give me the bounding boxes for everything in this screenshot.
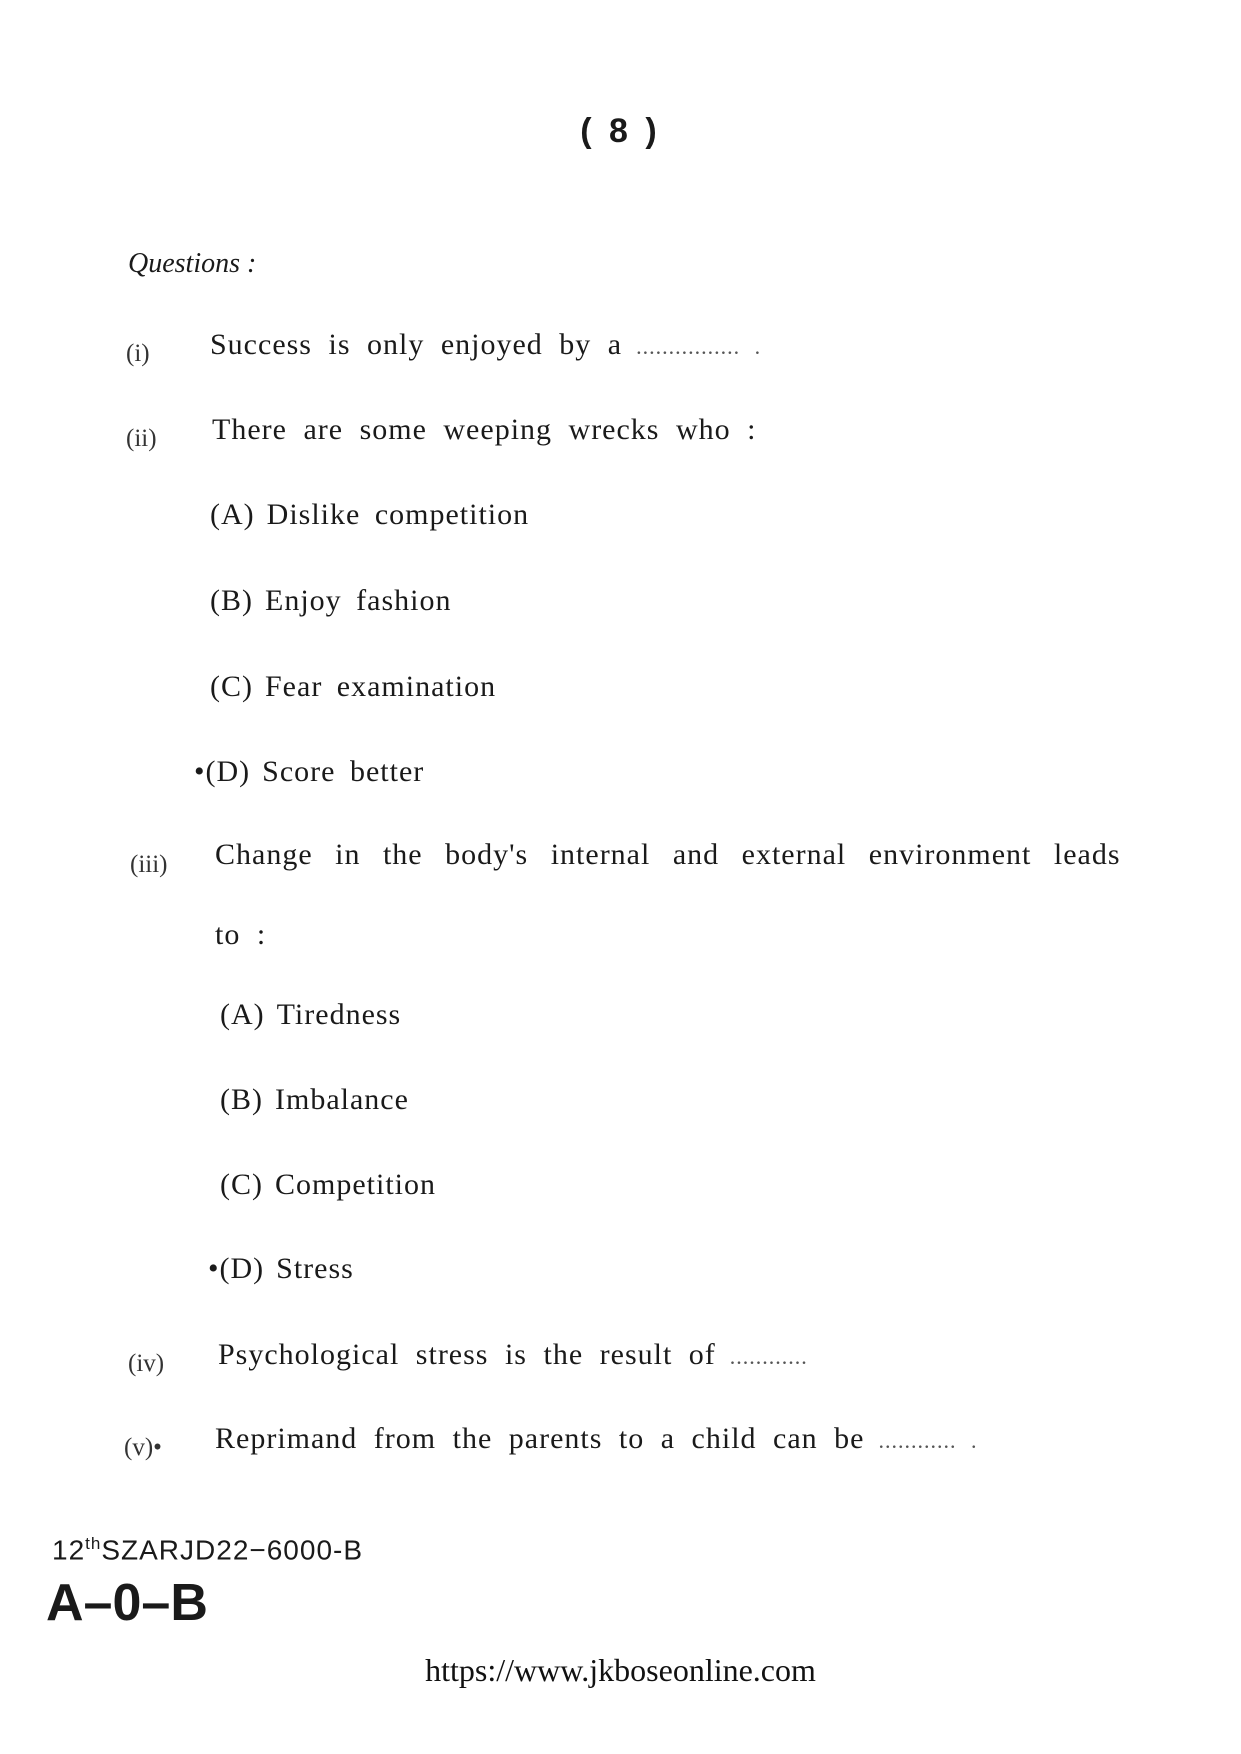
question-text bbox=[215, 1422, 977, 1456]
question-text-content: Reprimand from the parents to a child can be bbox=[215, 1422, 865, 1455]
question-text-content: Success is only enjoyed by a bbox=[210, 328, 623, 361]
paper-code-prefix: 12 bbox=[52, 1534, 86, 1566]
option-item bbox=[210, 498, 529, 532]
option-item bbox=[220, 998, 401, 1032]
option-label: •(D) bbox=[208, 1252, 265, 1285]
option-text: Score better bbox=[262, 755, 425, 788]
option-text: Imbalance bbox=[275, 1083, 409, 1116]
footer-url: https://www.jkboseonline.com bbox=[425, 1652, 816, 1688]
option-text: Fear examination bbox=[265, 670, 497, 703]
option-label: •(D) bbox=[194, 755, 251, 788]
option-label: (A) bbox=[220, 998, 265, 1031]
option-label: (A) bbox=[210, 498, 255, 531]
option-label: (B) bbox=[220, 1083, 263, 1116]
page-number: ( 8 ) bbox=[580, 112, 661, 150]
option-item bbox=[210, 584, 451, 618]
set-code: A–0–B bbox=[46, 1574, 208, 1632]
option-text: Stress bbox=[276, 1252, 354, 1285]
question-text: There are some weeping wrecks who : bbox=[212, 413, 757, 446]
question-text-content: Psychological stress is the result of bbox=[218, 1338, 716, 1371]
questions-heading: Questions : bbox=[128, 248, 257, 279]
option-item bbox=[220, 1083, 409, 1117]
question-text: Change in the body's internal and external environment leads bbox=[215, 838, 1121, 871]
answer-blank: ................ . bbox=[636, 334, 762, 359]
paper-code-sup: th bbox=[85, 1534, 102, 1553]
option-item bbox=[210, 670, 496, 704]
question-number: (v)• bbox=[124, 1434, 162, 1461]
answer-blank: ............ . bbox=[878, 1428, 978, 1453]
question-number: (ii) bbox=[126, 425, 157, 452]
paper-code-rest: SZARJD22−6000-B bbox=[101, 1534, 364, 1566]
question-number: (iv) bbox=[128, 1350, 165, 1377]
answer-blank: ............ bbox=[729, 1344, 808, 1369]
option-item bbox=[220, 1168, 436, 1202]
question-text bbox=[210, 328, 761, 362]
option-label: (C) bbox=[210, 670, 253, 703]
option-label: (C) bbox=[220, 1168, 263, 1201]
option-text: Dislike competition bbox=[266, 498, 530, 531]
option-label: (B) bbox=[210, 584, 253, 617]
question-text-continued: to : bbox=[215, 918, 267, 951]
option-item bbox=[194, 755, 424, 789]
question-number: (iii) bbox=[130, 851, 168, 878]
option-text: Enjoy fashion bbox=[265, 584, 452, 617]
paper-code bbox=[52, 1534, 363, 1566]
option-text: Tiredness bbox=[276, 998, 402, 1031]
question-number: (i) bbox=[126, 340, 150, 367]
question-text bbox=[218, 1338, 808, 1372]
option-text: Competition bbox=[275, 1168, 436, 1201]
option-item bbox=[208, 1252, 354, 1286]
